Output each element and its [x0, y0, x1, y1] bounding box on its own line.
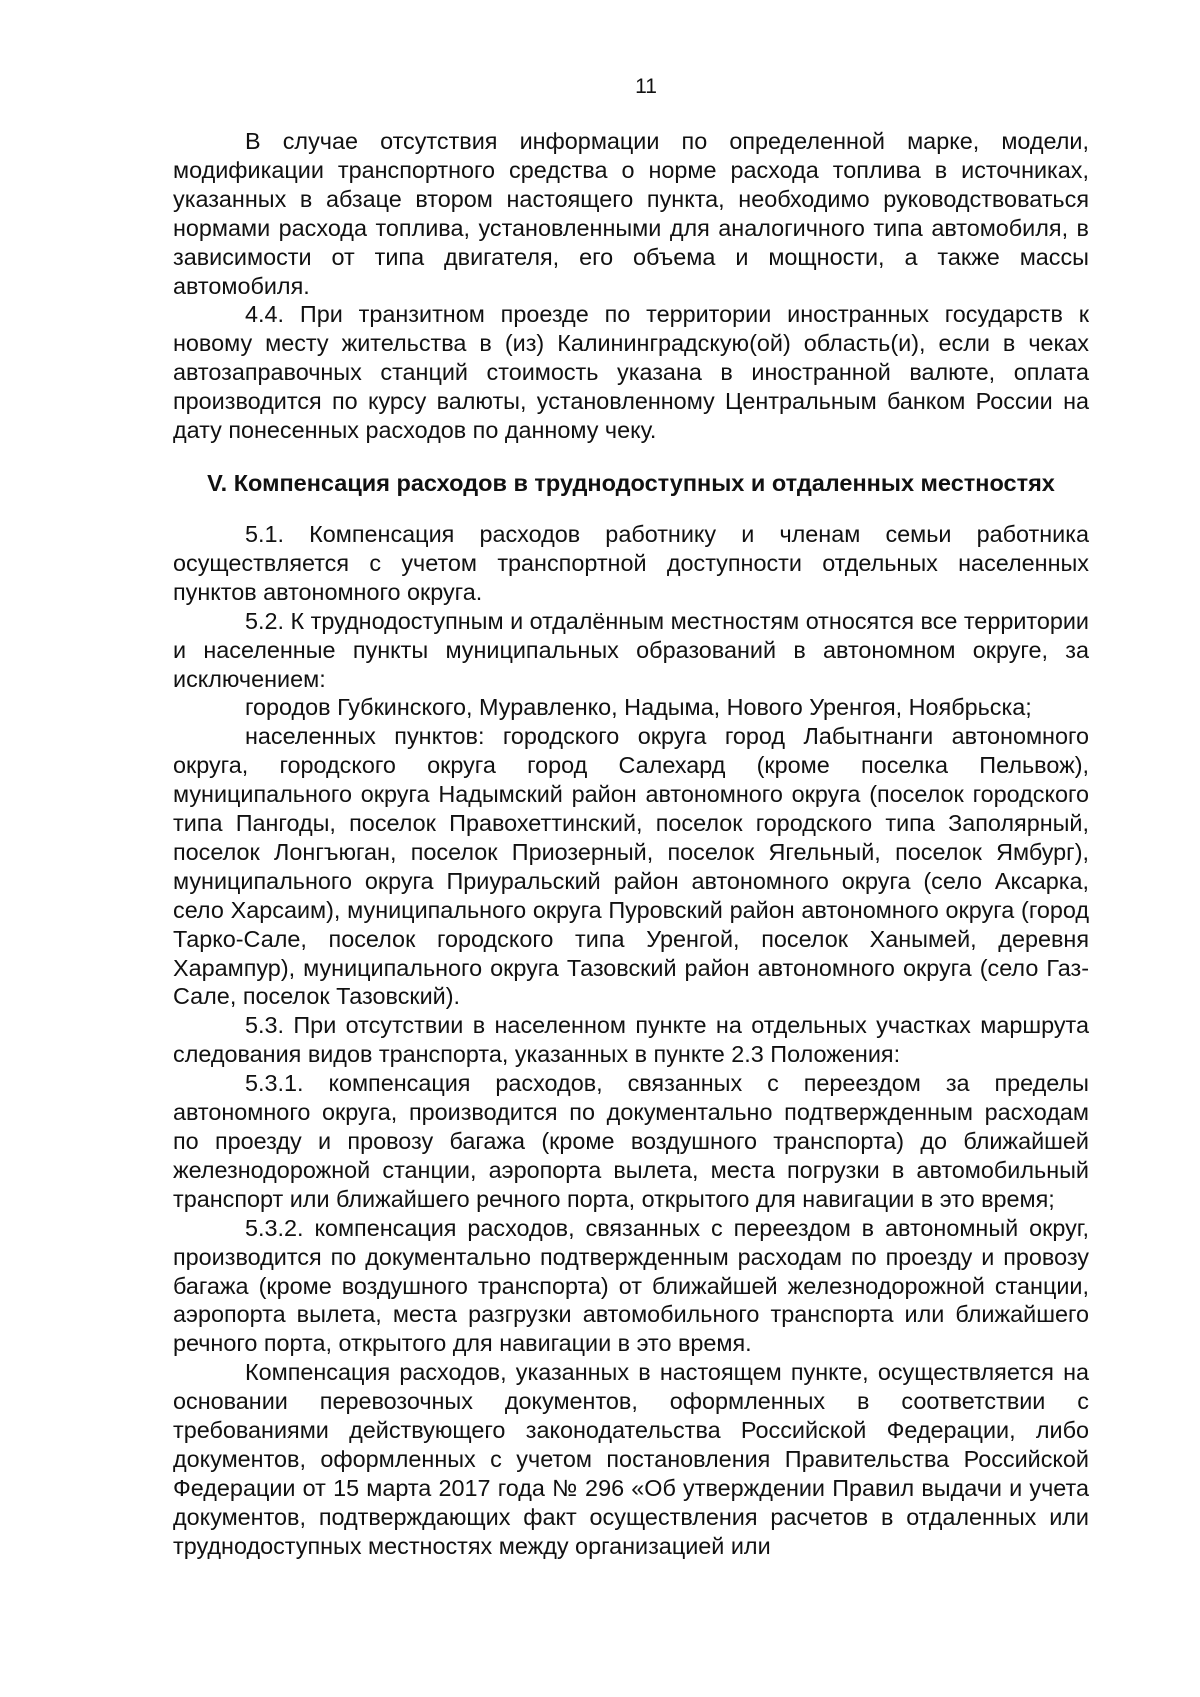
- paragraph-5-3-2: 5.3.2. компенсация расходов, связанных с переездом в автономный округ, производится по документально подтвержденным расходам по проезду и провозу багажа (кроме воздушного транспорта) от ближайшей железнодорожной станции, аэропорта вылета, места разгрузки автомобильного транспорта или ближайшего речного порта, открытого для навигации в это время.: [173, 1214, 1089, 1357]
- paragraph-5-1: 5.1. Компенсация расходов работнику и членам семьи работника осуществляется с учетом транспортной доступности отдельных населенных пунктов автономного округа.: [173, 520, 1089, 605]
- section-heading-v: V. Компенсация расходов в труднодоступных и отдаленных местностях: [207, 469, 1055, 496]
- paragraph-cities-list: городов Губкинского, Муравленко, Надыма, Нового Уренгоя, Ноябрьска;: [245, 694, 1032, 721]
- paragraph-compensation-documents: Компенсация расходов, указанных в настоящем пункте, осуществляется на основании перевозочных документов, оформленных в соответствии с требованиями действующего законодательства Российской Федерации, либо документов, оформленных с учетом постановления Правительства Российской Федерации от 15 марта 2017 года № 296 «Об утверждении Правил выдачи и учета документов, подтверждающих факт осуществления расчетов в отдаленных или труднодоступных местностях между организацией или: [173, 1359, 1089, 1559]
- page-number: 11: [635, 75, 657, 98]
- paragraph-4-4-transit: 4.4. При транзитном проезде по территории иностранных государств к новому месту жительства в (из) Калининградскую(ой) область(и), если в чеках автозаправочных станций стоимость указана в иностранной валюте, оплата производится по курсу валюты, установленному Центральным банком России на дату понесенных расходов по данному чеку.: [173, 301, 1089, 444]
- paragraph-5-3-1: 5.3.1. компенсация расходов, связанных с переездом за пределы автономного округа, производится по документально подтвержденным расходам по проезду и провозу багажа (кроме воздушного транспорта) до ближайшей железнодорожной станции, аэропорта вылета, места погрузки в автомобильный транспорт или ближайшего речного порта, открытого для навигации в это время;: [173, 1070, 1089, 1212]
- paragraph-settlements-list: населенных пунктов: городского округа город Лабытнанги автономного округа, городского округа город Салехард (кроме поселка Пельвож), муниципального округа Надымский район автономного округа (поселок городского типа Пангоды, поселок Правохеттинский, поселок городского типа Заполярный, поселок Лонгъюган, поселок Приозерный, поселок Ягельный, поселок Ямбург), муниципального округа Приуральский район автономного округа (село Аксарка, село Харсаим), муниципального округа Пуровский район автономного округа (город Тарко-Сале, поселок городского типа Уренгой, поселок Ханымей, деревня Харампур), муниципального округа Тазовский район автономного округа (село Газ-Сале, поселок Тазовский).: [173, 723, 1089, 1010]
- paragraph-fuel-norms-absence: В случае отсутствия информации по определенной марке, модели, модификации транспортного средства о норме расхода топлива в источниках, указанных в абзаце втором настоящего пункта, необходимо руководствоваться нормами расхода топлива, установленными для аналогичного типа автомобиля, в зависимости от типа двигателя, его объема и мощности, а также массы автомобиля.: [173, 128, 1089, 299]
- paragraph-5-2: 5.2. К труднодоступным и отдалённым местностям относятся все территории и населенные пункты муниципальных образований в автономном округе, за исключением:: [173, 607, 1090, 692]
- paragraph-5-3: 5.3. При отсутствии в населенном пункте на отдельных участках маршрута следования видов транспорта, указанных в пункте 2.3 Положения:: [173, 1012, 1089, 1068]
